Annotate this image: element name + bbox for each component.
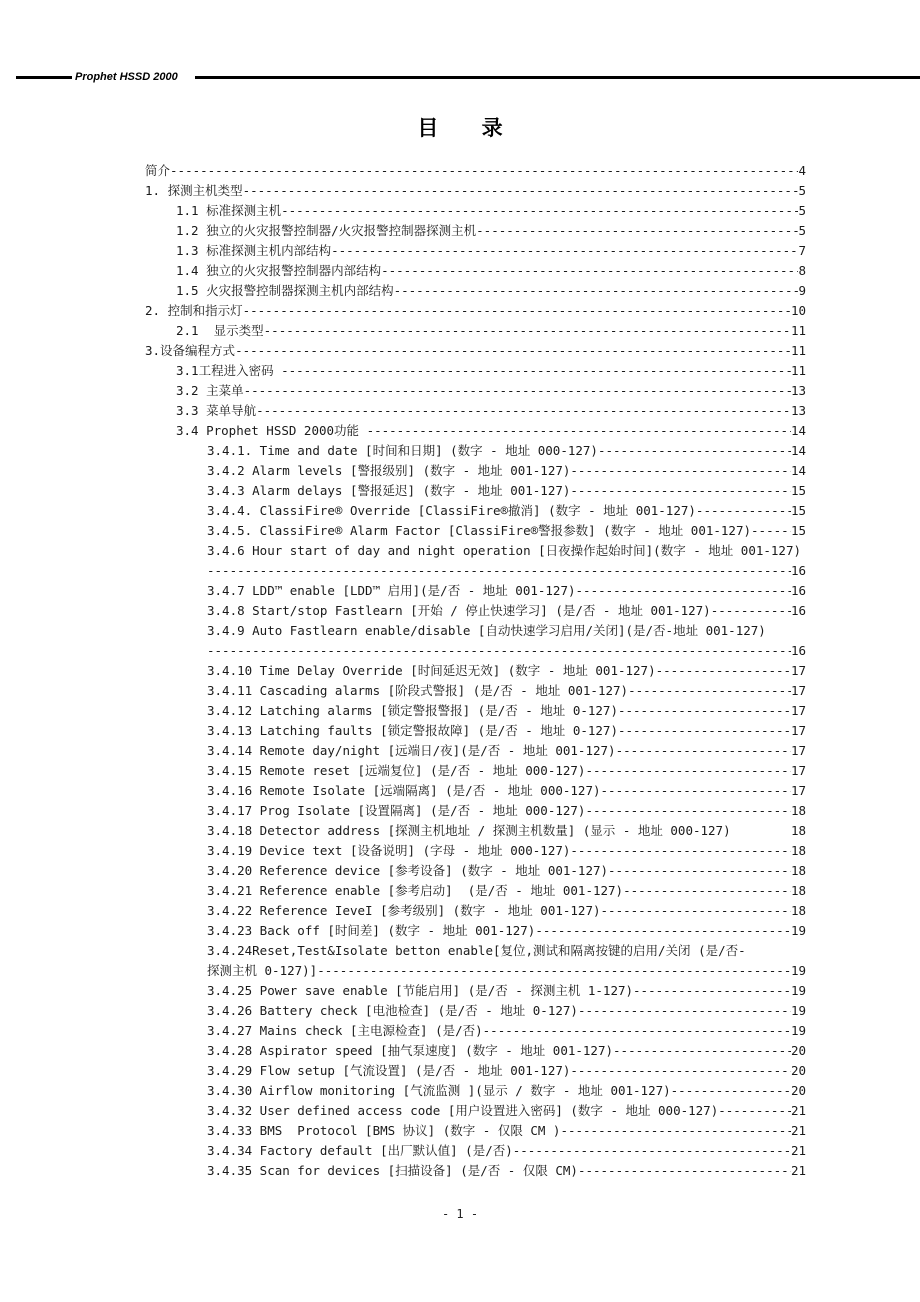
toc-entry-label: 3.4.35 Scan for devices [扫描设备] (是/否 - 仅限 CM): [207, 1163, 578, 1178]
toc-entry[interactable]: [0, 901, 806, 921]
toc-entry[interactable]: [0, 801, 806, 821]
toc-entry-page: 7: [798, 243, 806, 258]
toc-entry-label: 3.4.12 Latching alarms [锁定警报警报] (是/否 - 地址 0-127): [207, 703, 618, 718]
toc-entry-page: 5: [798, 203, 806, 218]
toc-entry-page: 4: [798, 163, 806, 178]
toc-entry-page: 9: [798, 283, 806, 298]
toc-entry-page: 8: [798, 263, 806, 278]
toc-entry-page: 16: [790, 603, 806, 618]
toc-leader: [616, 741, 791, 761]
toc-entry-label: 3.4.29 Flow setup [气流设置] (是/否 - 地址 001-127): [207, 1063, 571, 1078]
toc-entry-page: 11: [790, 363, 806, 378]
toc-entry-page: 16: [790, 643, 806, 658]
toc-leader: [235, 341, 791, 361]
toc-entry-label: 3.4.20 Reference device [参考设备] (数字 - 地址 001-127): [207, 863, 609, 878]
header-rule-left: [16, 76, 72, 79]
toc-entry-label: 3.1工程进入密码: [176, 363, 282, 378]
toc-entry-page: 17: [790, 723, 806, 738]
toc-entry-label: 3.4.26 Battery check [电池检查] (是/否 - 地址 0-127): [207, 1003, 578, 1018]
toc-entry-page: 13: [790, 403, 806, 418]
toc-entry-label: 3.4.3 Alarm delays [警报延迟] (数字 - 地址 001-127): [207, 483, 571, 498]
toc-entry-label: 3.4.24Reset,Test&Isolate betton enable[复位,测试和隔离按键的启用/关闭 (是/否-: [207, 943, 746, 958]
toc-leader: [256, 401, 791, 421]
toc-entry-label: 1.5 火灾报警控制器探测主机内部结构: [176, 283, 394, 298]
toc-entry-page: 21: [790, 1103, 806, 1118]
toc-leader: [570, 481, 791, 501]
toc-leader: [578, 1001, 791, 1021]
toc-entry-label: 3.4.14 Remote day/night [远端日/夜](是/否 - 地址 001-127): [207, 743, 616, 758]
toc-entry-label: 3.4.27 Mains check [主电源检查] (是/否): [207, 1023, 483, 1038]
toc-entry-page: 18: [790, 863, 806, 878]
toc-leader: [513, 1141, 791, 1161]
toc-entry-page: 19: [790, 1003, 806, 1018]
toc-leader: [281, 201, 798, 221]
toc-entry[interactable]: [0, 1101, 806, 1121]
toc-leader: [394, 281, 799, 301]
toc-leader: [585, 761, 790, 781]
toc-entry-page: 18: [790, 883, 806, 898]
toc-leader: [570, 841, 791, 861]
toc-entry-page: 21: [790, 1143, 806, 1158]
toc-leader: [367, 421, 791, 441]
toc-entry[interactable]: [0, 281, 806, 301]
toc-entry[interactable]: [0, 461, 806, 481]
toc-leader: [243, 301, 791, 321]
toc-entry[interactable]: [0, 421, 806, 441]
toc-entry-label: 3.4.5. ClassiFire® Alarm Factor [ClassiFire®警报参数] (数字 - 地址 001-127): [207, 523, 752, 538]
toc-leader: [381, 261, 798, 281]
toc-entry[interactable]: [0, 401, 806, 421]
toc-leader: [207, 641, 791, 661]
toc-leader: [483, 1021, 791, 1041]
toc-entry-page: 15: [790, 523, 806, 538]
toc-entry-page: 21: [790, 1123, 806, 1138]
toc-leader: [628, 681, 791, 701]
toc-entry[interactable]: [0, 241, 806, 261]
toc-leader: [264, 321, 791, 341]
toc-leader: [623, 881, 791, 901]
toc-entry[interactable]: [0, 721, 806, 741]
toc-entry-page: 20: [790, 1083, 806, 1098]
toc-leader: [476, 221, 798, 241]
toc-entry-label: 3.2 主菜单: [176, 383, 244, 398]
toc-entry[interactable]: [0, 481, 806, 501]
toc-leader: [243, 181, 799, 201]
toc-entry-label: 1.3 标准探测主机内部结构: [176, 243, 332, 258]
toc-entry-label: 3.4.10 Time Delay Override [时间延迟无效] (数字 - 地址 001-127): [207, 663, 656, 678]
toc-entry-page: 19: [790, 983, 806, 998]
toc-leader: [608, 861, 791, 881]
toc-leader: [618, 721, 791, 741]
toc-leader: [207, 561, 791, 581]
toc-entry[interactable]: [0, 361, 806, 381]
toc-leader: [578, 1161, 791, 1181]
toc-entry[interactable]: [0, 261, 806, 281]
header-title: Prophet HSSD 2000: [75, 71, 178, 83]
toc-entry-page: 15: [790, 483, 806, 498]
toc-leader: [671, 1081, 791, 1101]
toc-entry[interactable]: [0, 601, 806, 621]
toc-entry-label: 探测主机 0-127)]: [207, 963, 318, 978]
toc-leader: [244, 381, 791, 401]
toc-entry[interactable]: [0, 641, 806, 661]
toc-entry[interactable]: [0, 781, 806, 801]
page-number: - 1 -: [441, 1207, 479, 1221]
toc-entry-page: 17: [790, 743, 806, 758]
toc-entry-label: 3.4.34 Factory default [出厂默认值] (是/否): [207, 1143, 513, 1158]
toc-entry[interactable]: [0, 981, 806, 1001]
toc-entry[interactable]: [0, 161, 806, 181]
toc-entry[interactable]: [0, 581, 806, 601]
toc-entry-page: 13: [790, 383, 806, 398]
toc-entry-label: 3.4.8 Start/stop Fastlearn [开始 / 停止快速学习] (是/否 - 地址 001-127): [207, 603, 711, 618]
toc-entry[interactable]: [0, 501, 806, 521]
toc-entry-page: 14: [790, 423, 806, 438]
toc-entry[interactable]: [0, 1021, 806, 1041]
toc-entry-label: 3.4.11 Cascading alarms [阶段式警报] (是/否 - 地址 001-127): [207, 683, 629, 698]
toc-entry[interactable]: [0, 1121, 806, 1141]
toc-leader: [576, 581, 791, 601]
toc-leader: [317, 961, 791, 981]
toc-entry-label: 简介: [145, 163, 171, 178]
toc-leader: [613, 1041, 791, 1061]
toc-entry[interactable]: [0, 1081, 806, 1101]
toc-entry-page: 18: [790, 823, 806, 838]
toc-entry-page: 17: [790, 663, 806, 678]
toc-entry-label: 3.4 Prophet HSSD 2000功能: [176, 423, 367, 438]
toc-leader: [570, 461, 791, 481]
toc-entry[interactable]: [0, 881, 806, 901]
toc-entry[interactable]: [0, 341, 806, 361]
toc-entry[interactable]: [0, 321, 806, 341]
toc-entry-page: 5: [798, 183, 806, 198]
toc-leader: [656, 661, 791, 681]
toc-leader: [331, 241, 798, 261]
toc-entry-page: 19: [790, 1023, 806, 1038]
toc-entry[interactable]: [0, 221, 806, 241]
toc-entry-label: 3.4.2 Alarm levels [警报级别] (数字 - 地址 001-127): [207, 463, 571, 478]
toc-entry-page: 17: [790, 763, 806, 778]
toc-entry[interactable]: [0, 921, 806, 941]
toc-entry-label: 3.设备编程方式: [145, 343, 236, 358]
toc-leader: [696, 501, 791, 521]
toc-entry-label: 3.4.32 User defined access code [用户设置进入密码] (数字 - 地址 000-127): [207, 1103, 719, 1118]
toc-entry-page: 18: [790, 843, 806, 858]
toc-entry-page: 11: [790, 343, 806, 358]
toc-entry-label: 2.1 显示类型: [176, 323, 264, 338]
toc-leader: [170, 161, 798, 181]
toc-entry-page: 16: [790, 563, 806, 578]
toc-entry-page: 19: [790, 963, 806, 978]
toc-entry[interactable]: [0, 1161, 806, 1181]
toc-entry-label: 1.2 独立的火灾报警控制器/火灾报警控制器探测主机: [176, 223, 477, 238]
toc-entry-label: 1. 探测主机类型: [145, 183, 243, 198]
toc-entry[interactable]: [0, 1141, 806, 1161]
toc-entry-label: 3.3 菜单导航: [176, 403, 257, 418]
toc-entry-page: 16: [790, 583, 806, 598]
toc-entry[interactable]: [0, 741, 806, 761]
toc-entry[interactable]: [0, 821, 806, 841]
toc-entry-page: 15: [790, 503, 806, 518]
toc-entry[interactable]: [0, 681, 806, 701]
toc-leader: [570, 1061, 791, 1081]
toc-leader: [560, 1121, 790, 1141]
toc-entry-page: 11: [790, 323, 806, 338]
toc-entry[interactable]: [0, 1001, 806, 1021]
toc-entry-label: 3.4.17 Prog Isolate [设置隔离] (是/否 - 地址 000-127): [207, 803, 586, 818]
toc-entry-label: 3.4.21 Reference enable [参考启动] (是/否 - 地址 001-127): [207, 883, 624, 898]
toc-entry[interactable]: [0, 701, 806, 721]
toc-leader: [598, 441, 791, 461]
toc-leader: [601, 781, 791, 801]
toc-entry-page: 5: [798, 223, 806, 238]
toc-entry[interactable]: [0, 441, 806, 461]
toc-entry-label: 3.4.23 Back off [时间差] (数字 - 地址 001-127): [207, 923, 536, 938]
toc-leader: [718, 1101, 791, 1121]
toc-entry-label: 3.4.18 Detector address [探测主机地址 / 探测主机数量] (显示 - 地址 000-127): [207, 823, 739, 838]
toc-entry-page: 10: [790, 303, 806, 318]
toc-entry-page: 18: [790, 803, 806, 818]
toc-entry[interactable]: [0, 1041, 806, 1061]
toc-entry-page: 19: [790, 923, 806, 938]
toc-entry-label: 2. 控制和指示灯: [145, 303, 243, 318]
toc-leader: [633, 981, 791, 1001]
toc-entry-label: 3.4.4. ClassiFire® Override [ClassiFire®撤消] (数字 - 地址 001-127): [207, 503, 696, 518]
toc-entry[interactable]: [0, 1061, 806, 1081]
toc-leader: [711, 601, 791, 621]
toc-entry[interactable]: [0, 941, 860, 961]
toc-leader: [281, 361, 791, 381]
toc-entry-label: 3.4.25 Power save enable [节能启用] (是/否 - 探测主机 1-127): [207, 983, 634, 998]
toc-entry-label: 3.4.15 Remote reset [远端复位] (是/否 - 地址 000-127): [207, 763, 586, 778]
toc-entry-label: 3.4.1. Time and date [时间和日期] (数字 - 地址 000-127): [207, 443, 598, 458]
toc-entry[interactable]: [0, 201, 806, 221]
toc-entry[interactable]: [0, 661, 806, 681]
toc-entry-page: 17: [790, 783, 806, 798]
toc-entry-label: 3.4.6 Hour start of day and night operation [日夜操作起始时间](数字 - 地址 001-127): [207, 543, 802, 558]
toc-leader: [751, 521, 791, 541]
toc-entry[interactable]: [0, 181, 806, 201]
toc-entry[interactable]: [0, 961, 806, 981]
toc-entry-label: 3.4.7 LDD™ enable [LDD™ 启用](是/否 - 地址 001-127): [207, 583, 576, 598]
toc-entry[interactable]: [0, 761, 806, 781]
toc-entry[interactable]: [0, 521, 806, 541]
toc-entry-page: 17: [790, 683, 806, 698]
toc-leader: [601, 901, 791, 921]
toc-entry-page: 17: [790, 703, 806, 718]
toc-entry[interactable]: [0, 381, 806, 401]
toc-entry-label: 3.4.9 Auto Fastlearn enable/disable [自动快速学习启用/关闭](是/否-地址 001-127): [207, 623, 766, 638]
toc-entry-label: 3.4.22 Reference IeveI [参考级别] (数字 - 地址 001-127): [207, 903, 601, 918]
toc-leader: [535, 921, 791, 941]
toc-entry-page: 20: [790, 1043, 806, 1058]
toc-entry-label: 3.4.28 Aspirator speed [抽气泵速度] (数字 - 地址 001-127): [207, 1043, 614, 1058]
toc-entry-page: 21: [790, 1163, 806, 1178]
toc-entry-label: 1.4 独立的火灾报警控制器内部结构: [176, 263, 382, 278]
toc-entry-label: 3.4.19 Device text [设备说明] (字母 - 地址 000-127): [207, 843, 571, 858]
header-rule-right: [195, 76, 920, 79]
toc-entry-page: 14: [790, 463, 806, 478]
toc-leader: [618, 701, 791, 721]
table-of-contents: [0, 161, 920, 1181]
toc-entry-label: 3.4.33 BMS Protocol [BMS 协议] (数字 - 仅限 CM ): [207, 1123, 561, 1138]
toc-entry-label: 1.1 标准探测主机: [176, 203, 282, 218]
toc-leader: [585, 801, 790, 821]
toc-entry-label: 3.4.30 Airflow monitoring [气流监测 ](显示 / 数字 - 地址 001-127): [207, 1083, 671, 1098]
toc-entry[interactable]: [0, 621, 860, 641]
toc-entry[interactable]: [0, 861, 806, 881]
toc-entry[interactable]: [0, 561, 806, 581]
toc-entry[interactable]: [0, 541, 860, 561]
toc-entry-label: 3.4.16 Remote Isolate [远端隔离] (是/否 - 地址 000-127): [207, 783, 601, 798]
page-title: 目 录: [417, 116, 521, 140]
toc-entry-label: 3.4.13 Latching faults [锁定警报故障] (是/否 - 地址 0-127): [207, 723, 618, 738]
toc-entry-page: 18: [790, 903, 806, 918]
toc-entry-page: 14: [790, 443, 806, 458]
toc-entry[interactable]: [0, 301, 806, 321]
toc-entry[interactable]: [0, 841, 806, 861]
toc-entry-page: 20: [790, 1063, 806, 1078]
